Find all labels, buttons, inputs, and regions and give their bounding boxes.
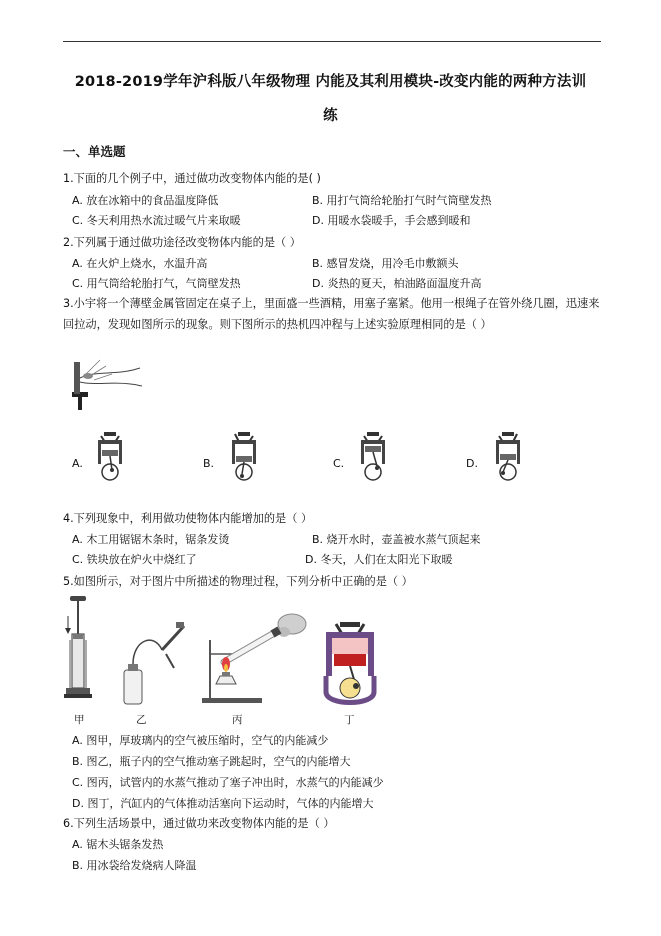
- engine-stroke-d-figure: [490, 432, 526, 482]
- question-5-option-c: C. 图丙，试管内的水蒸气推动了塞子冲出时，水蒸气的内能减少: [72, 776, 384, 789]
- page-title-continued: 练: [323, 108, 338, 124]
- question-3-stem: 3.小宇将一个薄壁金属管固定在桌子上，里面盛一些酒精，用塞子塞紧。他用一根绳子在管外绕几圈，迅速来回拉动，发现如图所示的现象。则下图所示的热机四冲程与上述实验原理相同的是（ ）: [63, 297, 600, 331]
- engine-cylinder-color-figure: [318, 622, 382, 710]
- question-2-option-a: A. 在火炉上烧水，水温升高: [72, 257, 208, 270]
- question-5-stem: 5.如图所示，对于图片中所描述的物理过程，下列分析中正确的是（ ）: [63, 575, 413, 588]
- question-3-option-d: D.: [466, 457, 478, 470]
- question-5-option-b: B. 图乙，瓶子内的空气推动塞子跳起时，空气的内能增大: [72, 755, 351, 768]
- question-4-option-c: C. 铁块放在炉火中烧红了: [72, 553, 197, 566]
- question-5-option-a: A. 图甲，厚玻璃内的空气被压缩时，空气的内能减少: [72, 734, 329, 747]
- question-3-option-b: B.: [203, 457, 215, 470]
- question-1-option-b: B. 用打气筒给轮胎打气时气筒壁发热: [312, 194, 492, 207]
- section-heading: 一、单选题: [63, 144, 126, 159]
- test-tube-heating-figure: [200, 606, 312, 706]
- question-6-stem: 6.下列生活场景中，通过做功来改变物体内能的是（ ）: [63, 817, 335, 830]
- question-1-option-c: C. 冬天利用热水流过暖气片来取暖: [72, 214, 241, 227]
- question-2-stem: 2.下列属于通过做功途径改变物体内能的是（ ）: [63, 236, 301, 249]
- question-3-option-a: A.: [72, 457, 83, 470]
- figure-label-ding: 丁: [344, 714, 355, 726]
- question-1-option-d: D. 用暖水袋暖手，手会感到暖和: [312, 214, 471, 227]
- engine-stroke-b-figure: [226, 432, 262, 482]
- metal-tube-rope-figure: [66, 352, 146, 412]
- figure-label-yi: 乙: [136, 714, 147, 726]
- question-4-stem: 4.下列现象中，利用做功使物体内能增加的是（ ）: [63, 512, 313, 525]
- question-1-stem: 1.下面的几个例子中，通过做功改变物体内能的是( ): [63, 172, 321, 185]
- question-2-option-d: D. 炎热的夏天，柏油路面温度升高: [312, 277, 482, 290]
- question-6-option-b: B. 用冰袋给发烧病人降温: [72, 859, 197, 872]
- top-rule: [63, 41, 601, 42]
- page-title: 2018-2019学年沪科版八年级物理 内能及其利用模块-改变内能的两种方法训: [74, 74, 587, 90]
- question-2-option-b: B. 感冒发烧，用冷毛巾敷额头: [312, 257, 459, 270]
- figure-label-jia: 甲: [74, 714, 85, 726]
- bottle-pump-figure: [118, 620, 198, 706]
- engine-stroke-c-figure: [355, 432, 391, 482]
- question-4-option-b: B. 烧开水时，壶盖被水蒸气顶起来: [312, 533, 481, 546]
- question-2-option-c: C. 用气筒给轮胎打气，气筒壁发热: [72, 277, 241, 290]
- figure-label-bing: 丙: [232, 714, 243, 726]
- question-4-option-d: D. 冬天，人们在太阳光下取暖: [305, 553, 453, 566]
- question-3-option-c: C.: [333, 457, 345, 470]
- question-4-option-a: A. 木工用锯锯木条时，锯条发烫: [72, 533, 230, 546]
- question-1-option-a: A. 放在冰箱中的食品温度降低: [72, 194, 219, 207]
- engine-stroke-a-figure: [92, 432, 128, 482]
- compression-cylinder-figure: [62, 594, 98, 706]
- question-5-option-d: D. 图丁，汽缸内的气体推动活塞向下运动时，气体的内能增大: [72, 797, 374, 810]
- question-6-option-a: A. 锯木头锯条发热: [72, 838, 164, 851]
